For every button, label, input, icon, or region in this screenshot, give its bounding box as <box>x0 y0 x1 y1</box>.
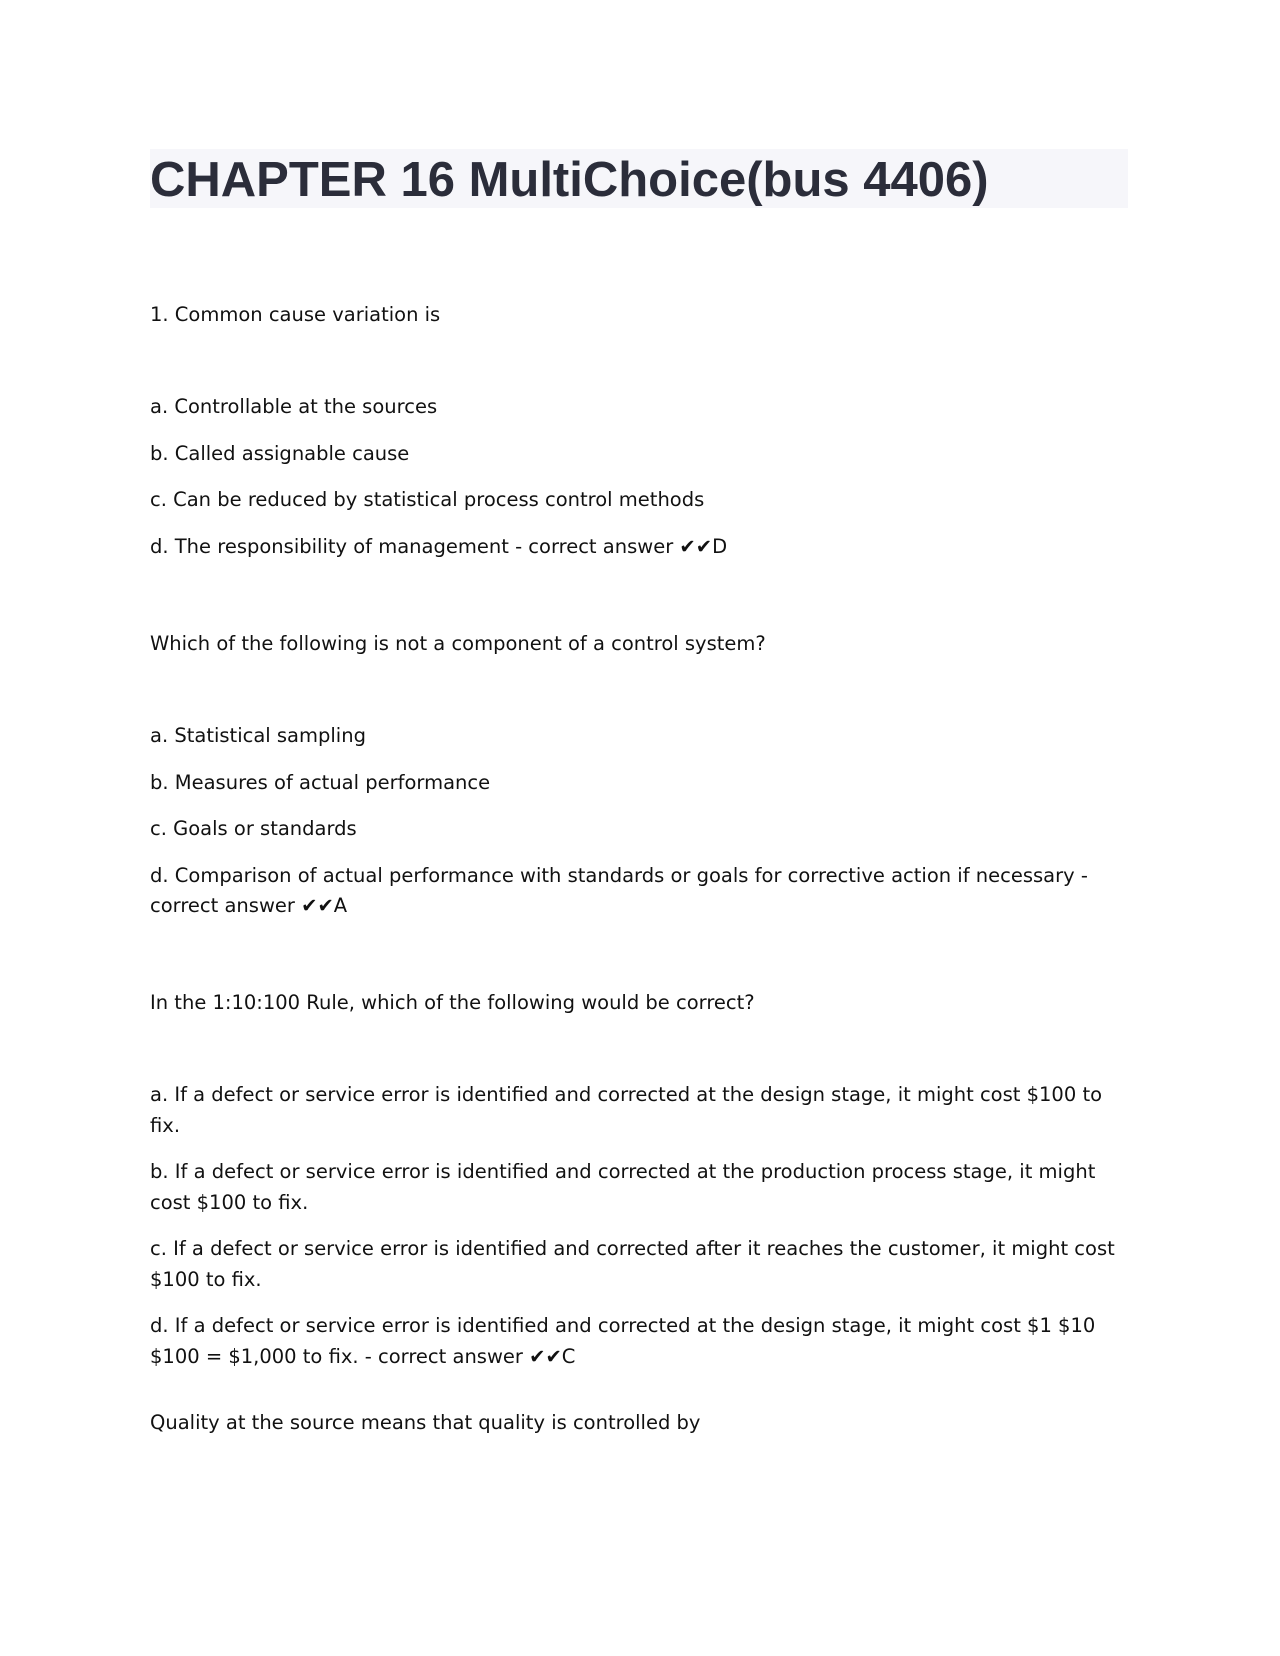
option-list <box>150 392 1125 562</box>
option-item: c. Goals or standards <box>150 817 357 840</box>
question-block <box>150 1408 1125 1438</box>
document-title: CHAPTER 16 MultiChoice(bus 4406) <box>150 153 989 207</box>
question-block <box>150 300 1125 578</box>
question-block <box>150 629 1125 938</box>
option-item: a. Controllable at the sources <box>150 395 438 418</box>
option-item: d. The responsibility of management - correct answer ✔✔D <box>150 534 728 558</box>
option-item: c. If a defect or service error is identified and corrected after it reaches the customer, it might cost $100 to fix. <box>150 1237 1115 1291</box>
option-list <box>150 721 1125 922</box>
option-list <box>150 1080 1125 1372</box>
option-item: b. Measures of actual performance <box>150 770 491 794</box>
question-text: Which of the following is not a component of a control system? <box>150 632 766 655</box>
option-item: b. If a defect or service error is identified and corrected at the production process stage, it might cost $100 to fix. <box>150 1160 1096 1214</box>
option-item: a. If a defect or service error is identified and corrected at the design stage, it might cost $100 to fix. <box>150 1083 1103 1137</box>
option-item: a. Statistical sampling <box>150 724 366 747</box>
question-text: In the 1:10:100 Rule, which of the following would be correct? <box>150 991 755 1014</box>
option-item: d. If a defect or service error is identified and corrected at the design stage, it might cost $1 $10 $100 = $1,000 to fix. - correct answer ✔✔C <box>150 1314 1096 1368</box>
question-block <box>150 988 1125 1388</box>
question-text: 1. Common cause variation is <box>150 303 441 326</box>
option-item: b. Called assignable cause <box>150 441 410 465</box>
option-item: c. Can be reduced by statistical process control methods <box>150 488 705 511</box>
option-item: d. Comparison of actual performance with standards or goals for corrective action if necessary - correct answer ✔✔A <box>150 863 1088 917</box>
question-text: Quality at the source means that quality is controlled by <box>150 1411 701 1434</box>
